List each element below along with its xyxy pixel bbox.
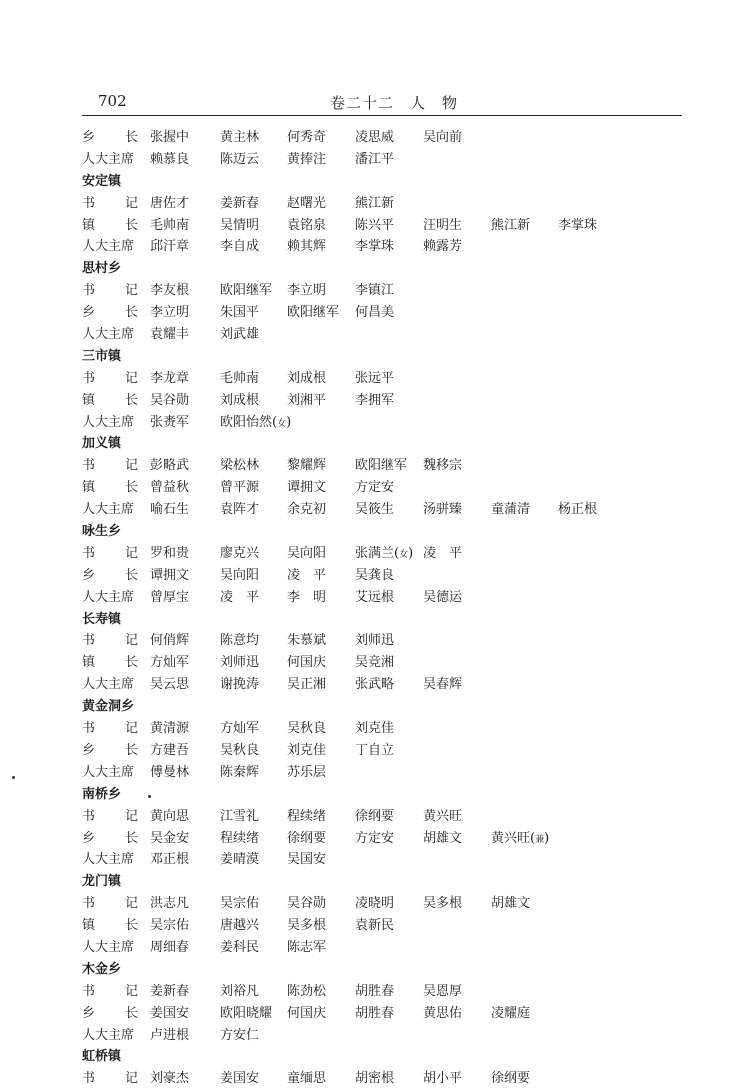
person-name: 苏乐层: [287, 764, 327, 780]
person-name: 陈兴平: [355, 217, 395, 233]
person-name: 黄思佑: [423, 1005, 463, 1021]
role-label: 人大主席: [82, 589, 135, 605]
role-label: [82, 543, 138, 565]
person-name: 方灿军: [150, 655, 190, 671]
person-name: 欧阳怡然(女): [220, 414, 292, 430]
role-char: 乡: [82, 1005, 96, 1021]
person-name: 姜国安: [150, 1005, 190, 1021]
role-char: 书: [82, 370, 96, 386]
official-row: [82, 1068, 682, 1090]
person-name: 傅曼林: [150, 764, 190, 780]
official-row: [82, 477, 682, 499]
role-char: 书: [82, 195, 96, 211]
role-char: 长: [124, 1005, 138, 1021]
person-name: 汪明生: [423, 217, 463, 233]
person-name: 黄主林: [220, 130, 260, 145]
person-name: 程续绪: [220, 830, 260, 846]
person-name: 谭拥文: [150, 567, 190, 583]
role-char: 书: [82, 808, 96, 824]
person-name: 李立明: [150, 305, 190, 321]
role-label: 人大主席: [82, 151, 135, 167]
person-name: 曾平源: [220, 480, 260, 496]
person-name: 李掌珠: [558, 217, 598, 233]
person-name: 吴向前: [423, 130, 463, 145]
person-name: 童蒲清: [491, 502, 531, 518]
official-row: [82, 630, 682, 652]
official-row: [82, 762, 682, 784]
person-name: 姜晴漠: [220, 852, 260, 868]
person-name: 吴谷勋: [287, 896, 327, 912]
official-row: [82, 543, 682, 565]
official-row: [82, 1003, 682, 1025]
role-char: 长: [124, 567, 138, 583]
section-title: 南桥乡: [82, 786, 122, 802]
person-name: 廖克兴: [220, 545, 260, 561]
role-label: [82, 981, 138, 1003]
official-row: [82, 674, 682, 696]
role-char: 记: [124, 545, 138, 561]
role-label: [82, 127, 138, 149]
person-name: 曾厚宝: [150, 589, 190, 605]
official-row: [82, 718, 682, 740]
person-name: 梁松林: [220, 458, 260, 474]
person-name: 刘豪杰: [150, 1071, 190, 1087]
role-label: [82, 302, 138, 324]
person-name: 徐纲要: [491, 1071, 531, 1087]
person-name: 吴春辉: [423, 677, 463, 693]
role-char: 镇: [82, 480, 96, 496]
role-label: 人大主席: [82, 1027, 135, 1043]
role-char: 长: [124, 217, 138, 233]
role-char: 记: [124, 195, 138, 211]
person-name: 刘克佳: [287, 742, 327, 758]
person-name: 陈秦辉: [220, 764, 260, 780]
section-title: 木金乡: [82, 961, 122, 977]
role-char: 长: [124, 130, 138, 145]
person-name: 周细春: [150, 939, 190, 955]
role-label: [82, 455, 138, 477]
scan-speck: [12, 776, 15, 779]
person-name: 洪志凡: [150, 896, 190, 912]
person-name: 凌晓明: [355, 896, 395, 912]
official-row: [82, 915, 682, 937]
person-name: 吴谷勋: [150, 392, 190, 408]
person-name: 童缅思: [287, 1071, 327, 1087]
role-char: 乡: [82, 305, 96, 321]
official-row: [82, 849, 682, 871]
person-name: 吴金安: [150, 830, 190, 846]
role-char: 长: [124, 918, 138, 934]
person-name: 赖慕良: [150, 151, 190, 167]
person-name: 袁铭泉: [287, 217, 327, 233]
role-char: 乡: [82, 130, 96, 145]
role-char: 书: [82, 983, 96, 999]
person-name: 谢挽涛: [220, 677, 260, 693]
person-name: 朱国平: [220, 305, 260, 321]
person-name: 杨正根: [558, 502, 598, 518]
person-name: 吴德运: [423, 589, 463, 605]
role-label: 人大主席: [82, 677, 135, 693]
person-name: 朱慕斌: [287, 633, 327, 649]
person-name: 凌思威: [355, 130, 395, 145]
person-name: 黄清源: [150, 721, 190, 737]
person-name: 何秀奇: [287, 130, 327, 145]
person-name: 黎耀辉: [287, 458, 327, 474]
role-char: 记: [124, 370, 138, 386]
person-name: 刘师迅: [355, 633, 395, 649]
person-name: 张满兰(女): [355, 545, 414, 561]
official-row: [82, 324, 682, 346]
person-name: 谭拥文: [287, 480, 327, 496]
role-label: [82, 1068, 138, 1090]
person-name: 李 明: [287, 589, 327, 605]
role-char: 书: [82, 545, 96, 561]
official-row: [82, 565, 682, 587]
section-title: 长寿镇: [82, 611, 122, 627]
person-name: 胡胜春: [355, 983, 395, 999]
official-row: [82, 893, 682, 915]
person-name: 袁新民: [355, 918, 395, 934]
person-name: 刘师迅: [220, 655, 260, 671]
role-label: 人大主席: [82, 939, 135, 955]
section-title: 虹桥镇: [82, 1049, 122, 1065]
official-row: [82, 127, 682, 149]
role-label: 人大主席: [82, 327, 135, 343]
role-char: 书: [82, 1071, 96, 1087]
section-title: 思村乡: [82, 261, 122, 277]
person-name: 潘江平: [355, 151, 395, 167]
person-name: 胡雄文: [423, 830, 463, 846]
role-label: [82, 630, 138, 652]
person-name: 张赉军: [150, 414, 190, 430]
official-row: [82, 806, 682, 828]
person-name: 张握中: [150, 130, 190, 145]
role-char: 书: [82, 283, 96, 299]
person-name: 吴向阳: [287, 545, 327, 561]
person-name: 赖露芳: [423, 239, 463, 255]
role-char: 记: [124, 458, 138, 474]
role-char: 长: [124, 305, 138, 321]
person-name: 吴龚良: [355, 567, 395, 583]
role-char: 镇: [82, 217, 96, 233]
official-row: [82, 193, 682, 215]
role-label: 人大主席: [82, 764, 135, 780]
person-name: 李立明: [287, 283, 327, 299]
person-name: 熊江新: [355, 195, 395, 211]
person-name: 李友根: [150, 283, 190, 299]
person-name: 邱汗章: [150, 239, 190, 255]
official-row: [82, 302, 682, 324]
role-char: 书: [82, 633, 96, 649]
role-char: 乡: [82, 830, 96, 846]
person-name: 吴国安: [287, 852, 327, 868]
official-row: [82, 390, 682, 412]
role-label: [82, 390, 138, 412]
section-title: 三市镇: [82, 348, 122, 364]
person-name: 曾益秋: [150, 480, 190, 496]
official-row: [82, 149, 682, 171]
person-name: 程续绪: [287, 808, 327, 824]
person-name: 赵曙光: [287, 195, 327, 211]
role-char: 书: [82, 458, 96, 474]
officials-list: [82, 127, 682, 1090]
person-name: 吴秋良: [220, 742, 260, 758]
role-label: 人大主席: [82, 414, 135, 430]
official-row: [82, 937, 682, 959]
official-row: [82, 412, 682, 434]
person-name: 黄捧注: [287, 151, 327, 167]
person-name: 罗和贵: [150, 545, 190, 561]
role-label: [82, 828, 138, 850]
person-name: 魏移宗: [423, 458, 463, 474]
official-row: [82, 587, 682, 609]
person-name: 丁自立: [355, 742, 395, 758]
person-name: 喻石生: [150, 502, 190, 518]
person-name: 凌耀庭: [491, 1005, 531, 1021]
person-name: 刘成根: [287, 370, 327, 386]
role-char: 书: [82, 896, 96, 912]
person-name: 何国庆: [287, 1005, 327, 1021]
person-name: 胡密根: [355, 1071, 395, 1087]
role-char: 记: [124, 721, 138, 737]
role-char: 乡: [82, 567, 96, 583]
person-name: 卢进根: [150, 1027, 190, 1043]
role-label: [82, 915, 138, 937]
person-name: 姜新春: [150, 983, 190, 999]
person-name: 吴云思: [150, 677, 190, 693]
person-name: 袁阵才: [220, 502, 260, 518]
role-label: [82, 806, 138, 828]
person-name: 黄兴旺(兼): [491, 830, 550, 846]
role-label: [82, 477, 138, 499]
person-name: 方建吾: [150, 742, 190, 758]
person-name: 欧阳继军: [220, 283, 273, 299]
role-char: 长: [124, 480, 138, 496]
person-name: 方定安: [355, 830, 395, 846]
official-row: [82, 215, 682, 237]
person-name: 陈劲松: [287, 983, 327, 999]
role-label: [82, 652, 138, 674]
person-name: 方安仁: [220, 1027, 260, 1043]
person-name: 黄向思: [150, 808, 190, 824]
person-name: 吴宗佑: [150, 918, 190, 934]
person-name: 李拥军: [355, 392, 395, 408]
person-name: 熊江新: [491, 217, 531, 233]
person-name: 吴宗佑: [220, 896, 260, 912]
role-label: 人大主席: [82, 852, 135, 868]
person-name: 何国庆: [287, 655, 327, 671]
person-name: 艾远根: [355, 589, 395, 605]
role-char: 记: [124, 896, 138, 912]
person-name: 徐纲要: [355, 808, 395, 824]
page-number: 702: [98, 92, 127, 110]
official-row: [82, 740, 682, 762]
role-label: [82, 368, 138, 390]
person-name: 刘湘平: [287, 392, 327, 408]
person-name: 方定安: [355, 480, 395, 496]
person-name: 凌 平: [423, 545, 463, 561]
person-name: 吴恩厚: [423, 983, 463, 999]
person-name: 吴多根: [287, 918, 327, 934]
role-label: [82, 893, 138, 915]
person-name: 陈志军: [287, 939, 327, 955]
person-name: 胡小平: [423, 1071, 463, 1087]
person-name: 黄兴旺: [423, 808, 463, 824]
official-row: [82, 652, 682, 674]
official-row: [82, 455, 682, 477]
person-name: 汤骈臻: [423, 502, 463, 518]
person-name: 邓正根: [150, 852, 190, 868]
person-name: 凌 平: [287, 567, 327, 583]
role-label: [82, 215, 138, 237]
role-label: [82, 280, 138, 302]
person-name: 陈迈云: [220, 151, 260, 167]
person-name: 姜科民: [220, 939, 260, 955]
page-header: 卷二十二 人 物: [330, 94, 459, 112]
person-name: 唐越兴: [220, 918, 260, 934]
person-name: 李镇江: [355, 283, 395, 299]
person-name: 姜新春: [220, 195, 260, 211]
person-name: 李自成: [220, 239, 260, 255]
person-name: 李掌珠: [355, 239, 395, 255]
person-name: 凌 平: [220, 589, 260, 605]
role-label: [82, 565, 138, 587]
person-name: 刘成根: [220, 392, 260, 408]
person-name: 方灿军: [220, 721, 260, 737]
person-name: 张武略: [355, 677, 395, 693]
person-name: 何俏辉: [150, 633, 190, 649]
official-row: [82, 828, 682, 850]
person-name: 毛帅南: [150, 217, 190, 233]
official-row: [82, 280, 682, 302]
person-name: 赖其辉: [287, 239, 327, 255]
person-name: 彭略武: [150, 458, 190, 474]
role-label: [82, 740, 138, 762]
role-char: 记: [124, 1071, 138, 1087]
person-name: 吴情明: [220, 217, 260, 233]
role-char: 记: [124, 283, 138, 299]
person-name: 江雪礼: [220, 808, 260, 824]
role-char: 记: [124, 808, 138, 824]
section-title: 咏生乡: [82, 524, 122, 540]
role-char: 长: [124, 742, 138, 758]
person-name: 姜国安: [220, 1071, 260, 1087]
role-label: [82, 1003, 138, 1025]
role-char: 书: [82, 721, 96, 737]
role-char: 长: [124, 830, 138, 846]
role-char: 镇: [82, 392, 96, 408]
person-name: 唐佐才: [150, 195, 190, 211]
person-name: 欧阳晓耀: [220, 1005, 273, 1021]
role-char: 镇: [82, 918, 96, 934]
person-name: 余克初: [287, 502, 327, 518]
section-title: 龙门镇: [82, 874, 122, 890]
role-label: [82, 193, 138, 215]
role-char: 乡: [82, 742, 96, 758]
official-row: [82, 368, 682, 390]
person-name: 毛帅南: [220, 370, 260, 386]
person-name: 吴筱生: [355, 502, 395, 518]
section-title: 加义镇: [82, 436, 122, 452]
person-name: 何昌美: [355, 305, 395, 321]
person-name: 吴秋良: [287, 721, 327, 737]
role-char: 长: [124, 655, 138, 671]
role-label: 人大主席: [82, 239, 135, 255]
person-name: 陈意均: [220, 633, 260, 649]
person-name: 欧阳继军: [355, 458, 408, 474]
scan-speck: [148, 795, 151, 798]
role-char: 记: [124, 983, 138, 999]
person-name: 胡胜春: [355, 1005, 395, 1021]
person-name: 胡雄文: [491, 896, 531, 912]
person-name: 刘裕凡: [220, 983, 260, 999]
role-char: 记: [124, 633, 138, 649]
role-label: 人大主席: [82, 502, 135, 518]
person-name: 刘武雄: [220, 327, 260, 343]
person-name: 张远平: [355, 370, 395, 386]
person-name: 吴竞湘: [355, 655, 395, 671]
person-name: 吴向阳: [220, 567, 260, 583]
person-name: 李龙章: [150, 370, 190, 386]
person-name: 吴多根: [423, 896, 463, 912]
person-name: 袁耀丰: [150, 327, 190, 343]
person-name: 欧阳继军: [287, 305, 340, 321]
person-name: 刘克佳: [355, 721, 395, 737]
role-label: [82, 718, 138, 740]
official-row: [82, 499, 682, 521]
person-name: 徐纲要: [287, 830, 327, 846]
official-row: [82, 236, 682, 258]
person-name: 吴正湘: [287, 677, 327, 693]
official-row: [82, 981, 682, 1003]
section-title: 安定镇: [82, 173, 122, 189]
role-char: 长: [124, 392, 138, 408]
section-title: 黄金洞乡: [82, 699, 135, 715]
role-char: 镇: [82, 655, 96, 671]
official-row: [82, 1025, 682, 1047]
header-rule: [82, 115, 682, 116]
